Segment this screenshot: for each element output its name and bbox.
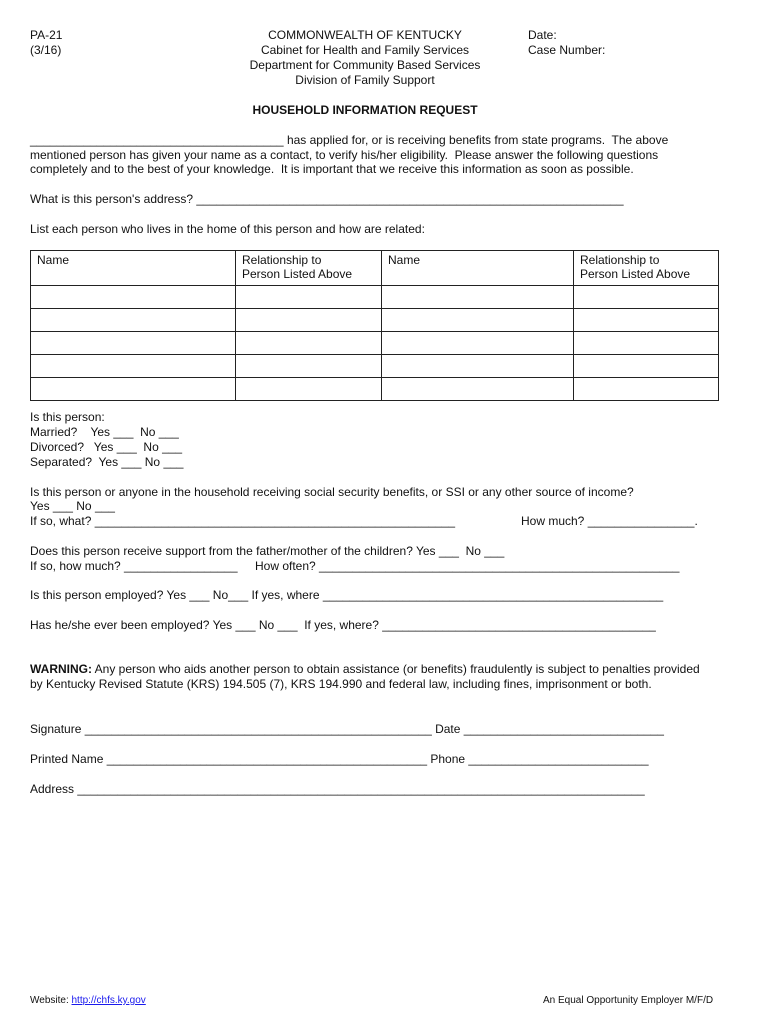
name-cell[interactable] <box>31 309 236 332</box>
married-question[interactable]: Married? Yes ___ No ___ <box>30 425 179 439</box>
page-title: HOUSEHOLD INFORMATION REQUEST <box>252 103 478 117</box>
footer-employer: An Equal Opportunity Employer M/F/D <box>543 995 714 1006</box>
name-cell[interactable] <box>382 286 574 309</box>
relationship-cell[interactable] <box>236 309 382 332</box>
warning-label: WARNING: <box>30 662 92 676</box>
relationship-cell[interactable] <box>236 286 382 309</box>
agency-line-1: COMMONWEALTH OF KENTUCKY <box>268 28 462 42</box>
household-table-header <box>31 251 719 286</box>
relationship-cell[interactable] <box>574 309 719 332</box>
table-row <box>31 355 719 378</box>
warning-text: Any person who aids another person to obtain assistance (or benefits) fraudulently is subject to penalties provided by Kentucky Revised Statute (KRS) 194.505 (7), KRS 194.990 and federal law, including fines, imprisonment or both. <box>30 662 700 691</box>
agency-line-2: Cabinet for Health and Family Services <box>260 43 470 57</box>
name-cell[interactable] <box>31 286 236 309</box>
column-header-name-2: Name <box>382 251 574 286</box>
household-prompt: List each person who lives in the home of this person and how are related: <box>30 222 425 236</box>
intro-line-1[interactable]: ______________________________________ has applied for, or is receiving benefits from state programs. The above <box>30 133 669 147</box>
printed-name-field[interactable]: Printed Name ________________________________________________ Phone ___________________________ <box>30 752 649 766</box>
table-row <box>31 332 719 355</box>
agency-line-3: Department for Community Based Services <box>249 58 481 72</box>
support-amount-field[interactable]: If so, how much? _________________ <box>30 559 238 573</box>
table-row <box>31 309 719 332</box>
ever-employed-question[interactable]: Has he/she ever been employed? Yes ___ No ___ If yes, where? _________________________________________ <box>30 618 656 632</box>
marital-intro: Is this person: <box>30 410 105 424</box>
relationship-cell[interactable] <box>574 378 719 401</box>
name-cell[interactable] <box>382 378 574 401</box>
relationship-cell[interactable] <box>236 332 382 355</box>
income-source-field[interactable]: If so, what? ______________________________________________________ <box>30 514 456 528</box>
footer-website <box>30 993 146 1008</box>
name-cell[interactable] <box>31 378 236 401</box>
relationship-cell[interactable] <box>236 355 382 378</box>
table-row <box>31 378 719 401</box>
support-frequency-field[interactable]: How often? ______________________________________________________ <box>255 559 680 573</box>
column-header-name-1: Name <box>31 251 236 286</box>
table-row <box>31 286 719 309</box>
column-header-relationship-1: Relationship to Person Listed Above <box>236 251 382 286</box>
income-yes-no[interactable]: Yes ___ No ___ <box>30 499 115 513</box>
name-cell[interactable] <box>382 309 574 332</box>
income-amount-field[interactable]: How much? ________________. <box>521 514 698 528</box>
relationship-cell[interactable] <box>236 378 382 401</box>
name-cell[interactable] <box>31 355 236 378</box>
case-number-label[interactable]: Case Number: <box>528 43 606 57</box>
support-question[interactable]: Does this person receive support from the father/mother of the children? Yes ___ No ___ <box>30 544 505 558</box>
name-cell[interactable] <box>31 332 236 355</box>
intro-line-3: completely and to the best of your knowledge. It is important that we receive this information as soon as possible. <box>30 162 634 176</box>
name-cell[interactable] <box>382 355 574 378</box>
household-table <box>30 250 719 401</box>
date-label[interactable]: Date: <box>528 28 557 42</box>
employed-question[interactable]: Is this person employed? Yes ___ No___ If yes, where ___________________________________________________ <box>30 588 664 602</box>
agency-line-4: Division of Family Support <box>295 73 435 87</box>
column-header-relationship-2: Relationship to Person Listed Above <box>574 251 719 286</box>
separated-question[interactable]: Separated? Yes ___ No ___ <box>30 455 184 469</box>
relationship-cell[interactable] <box>574 332 719 355</box>
signature-field[interactable]: Signature ____________________________________________________ Date ______________________________ <box>30 722 664 736</box>
divorced-question[interactable]: Divorced? Yes ___ No ___ <box>30 440 183 454</box>
website-link[interactable]: http://chfs.ky.gov <box>71 995 146 1006</box>
form-revision-date: (3/16) <box>30 43 62 57</box>
website-label: Website: <box>30 995 72 1006</box>
intro-line-2: mentioned person has given your name as a contact, to verify his/her eligibility. Please answer the following questions <box>30 148 659 162</box>
form-number: PA-21 <box>30 28 63 42</box>
relationship-cell[interactable] <box>574 355 719 378</box>
income-question: Is this person or anyone in the household receiving social security benefits, or SSI or any other source of income? <box>30 485 634 499</box>
address-field[interactable]: Address _____________________________________________________________________________________ <box>30 782 645 796</box>
address-question-field[interactable]: What is this person's address? ________________________________________________________________ <box>30 192 624 206</box>
name-cell[interactable] <box>382 332 574 355</box>
relationship-cell[interactable] <box>574 286 719 309</box>
warning-paragraph <box>30 662 714 691</box>
